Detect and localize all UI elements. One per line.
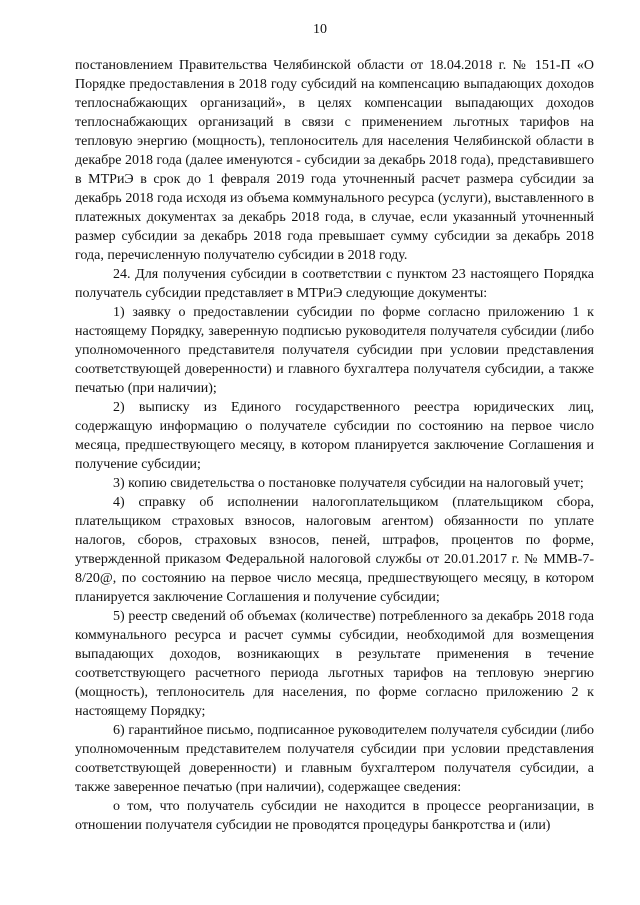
paragraph-subitem-2: 2) выписку из Единого государственного реестра юридических лиц, содержащую информацию о получателе субсидии по состоянию на первое число месяца, предшествующего месяцу, в котором планируется заключение Соглашения и получение субсидии;: [75, 400, 594, 472]
paragraph-item-24: 24. Для получения субсидии в соответствии с пунктом 23 настоящего Порядка получатель субсидии представляет в МТРиЭ следующие документы:: [75, 267, 594, 301]
paragraph-subitem-4: 4) справку об исполнении налогоплательщиком (плательщиком сбора, плательщиком страховых взносов, налоговым агентом) обязанности по уплате налогов, сборов, страховых взносов, пеней, штрафов, процентов по форме, утвержденной приказом Федеральной налоговой службы от 20.01.2017 г. № ММВ-7-8/20@, по состоянию на первое число месяца, предшествующего месяцу, в котором планируется заключение Соглашения и получение субсидии;: [75, 495, 594, 605]
paragraph-subitem-5: 5) реестр сведений об объемах (количестве) потребленного за декабрь 2018 года коммунального ресурса и расчет суммы субсидии, необходимой для возмещения выпадающих доходов, возникающих в результате применения в течение соответствующего расчетного периода льготных тарифов на тепловую энергию (мощность), теплоноситель для населения, по форме согласно приложению 2 к настоящему Порядку;: [75, 609, 594, 719]
paragraph-subitem-6-detail: о том, что получатель субсидии не находится в процессе реорганизации, в отношении получателя субсидии не проводятся процедуры банкротства и (или): [75, 799, 594, 833]
paragraph-subitem-1: 1) заявку о предоставлении субсидии по форме согласно приложению 1 к настоящему Порядку, заверенную подписью руководителя получателя субсидии (либо уполномоченного представителя получателя субсидии при условии представления соответствующей доверенности) и главного бухгалтера получателя субсидии, а также печатью (при наличии);: [75, 305, 594, 396]
paragraph-continuation: постановлением Правительства Челябинской области от 18.04.2018 г. № 151-П «О Порядке предоставления в 2018 году субсидий на компенсацию выпадающих доходов теплоснабжающих организаций», в целях компенсации выпадающих доходов теплоснабжающих организаций в связи с применением льготных тарифов на тепловую энергию (мощность), теплоноситель для населения Челябинской области в декабре 2018 года (далее именуются - субсидии за декабрь 2018 года), представившего в МТРиЭ в срок до 1 февраля 2019 года уточненный расчет размера субсидии за декабрь 2018 года исходя из объема коммунального ресурса (услуги), выставленного в платежных документах за декабрь 2018 года, в случае, если указанный уточненный размер субсидии за декабрь 2018 года превышает сумму субсидии за декабрь 2018 года, перечисленную получателю субсидии в 2018 году.: [75, 58, 594, 263]
page-number: 10: [313, 22, 327, 37]
paragraph-subitem-6: 6) гарантийное письмо, подписанное руководителем получателя субсидии (либо уполномоченным представителем получателя субсидии при условии представления соответствующей доверенности) и главным бухгалтером получателя субсидии, а также заверенное печатью (при наличии), содержащее сведения:: [75, 723, 594, 795]
document-body: [75, 56, 594, 835]
paragraph-subitem-3: 3) копию свидетельства о постановке получателя субсидии на налоговый учет;: [113, 476, 584, 491]
